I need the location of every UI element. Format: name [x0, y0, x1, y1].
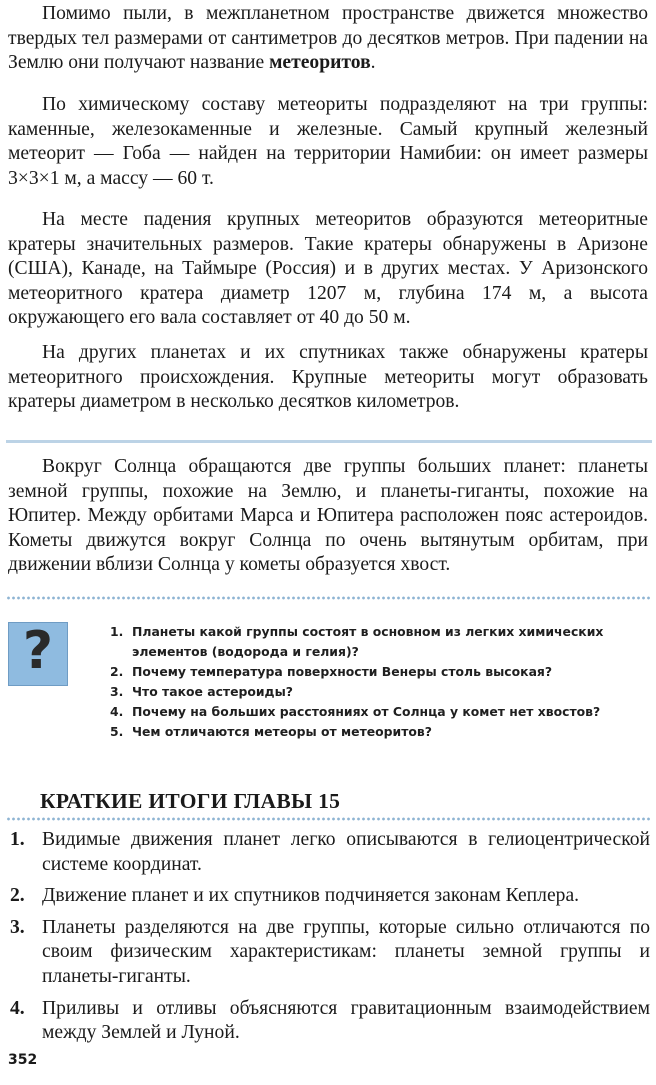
paragraph-text: Помимо пыли, в межпланетном пространстве движется множество твердых тел размерами от сантиметров до десятков метров. При падении на Землю они получают название	[8, 3, 648, 74]
chapter-summary-heading: КРАТКИЕ ИТОГИ ГЛАВЫ 15	[40, 789, 341, 813]
question-item	[110, 662, 650, 682]
question-text: Планеты какой группы состоят в основном из легких химических элементов (водорода и гелия)?	[132, 624, 604, 659]
paragraph-meteorite-types: По химическому составу метеориты подразделяют на три группы: каменные, железокаменные и железные. Самый крупный железный метеорит — Гоба — найден на территории Намибии: он имеет размеры 3×3×1 м, а массу — 60 т.	[8, 94, 648, 189]
paragraph-text-end: .	[370, 52, 376, 74]
paragraph-meteorite-craters: На месте падения крупных метеоритов образуются метеоритные кратеры значительных размеров. Такие кратеры обнаружены в Аризоне (США), Канаде, на Таймыре (Россия) и в других местах. У Аризонского метеоритного кратера диаметр 1207 м, глубина 174 м, а высота окружающего его вала составляет от 40 до 50 м.	[8, 209, 648, 329]
summary-item	[8, 828, 650, 877]
review-questions-list	[110, 622, 650, 742]
question-item	[110, 702, 650, 722]
section-divider-bottom	[6, 596, 652, 600]
summary-item	[8, 884, 650, 909]
summary-number: 4.	[10, 997, 25, 1019]
summary-number: 1.	[10, 829, 25, 850]
paragraph-dust-meteorites	[8, 2, 648, 76]
question-number: 5.	[110, 724, 124, 739]
summary-text: Видимые движения планет легко описываются в гелиоцентрической системе координат.	[42, 829, 650, 875]
section-divider-top	[6, 440, 652, 443]
question-text: Что такое астероиды?	[132, 684, 293, 699]
summary-text: Планеты разделяются на две группы, которые сильно отличаются по своим физическим характеристикам: планеты земной группы и планеты-гиганты.	[42, 916, 650, 987]
question-text: Почему температура поверхности Венеры столь высокая?	[132, 664, 553, 679]
heading-underline	[6, 817, 652, 821]
question-mark-icon	[8, 622, 68, 686]
summary-item	[8, 916, 650, 990]
summary-text: Движение планет и их спутников подчиняется законам Кеплера.	[42, 885, 580, 907]
summary-text: Приливы и отливы объясняются гравитационным взаимодействием между Землей и Луной.	[42, 997, 650, 1044]
question-item	[110, 682, 650, 702]
summary-number: 2.	[10, 885, 25, 907]
question-symbol: ?	[22, 621, 54, 681]
summary-box-text: Вокруг Солнца обращаются две группы больших планет: планеты земной группы, похожие на Землю, и планеты-гиганты, похожие на Юпитер. Между орбитами Марса и Юпитера расположен пояс астероидов. Кометы движутся вокруг Солнца по очень вытянутым орбитам, при движении вблизи Солнца у кометы образуется хвост.	[8, 456, 648, 576]
question-text: Почему на больших расстояниях от Солнца у комет нет хвостов?	[132, 704, 601, 719]
question-number: 4.	[110, 704, 124, 719]
question-number: 3.	[110, 684, 124, 699]
summary-item	[8, 997, 650, 1046]
question-item	[110, 722, 650, 742]
summary-number: 3.	[10, 916, 25, 938]
question-item	[110, 622, 650, 662]
paragraph-planet-craters: На других планетах и их спутниках также обнаружены кратеры метеоритного происхождения. Крупные метеориты могут образовать кратеры диаметром в несколько десятков километров.	[8, 342, 648, 413]
question-number: 2.	[110, 664, 124, 679]
term-meteorites: метеоритов	[269, 52, 371, 74]
page-number: 352	[8, 1052, 38, 1068]
question-text: Чем отличаются метеоры от метеоритов?	[132, 724, 432, 739]
chapter-summary-list	[8, 828, 650, 1053]
question-number: 1.	[110, 624, 124, 639]
